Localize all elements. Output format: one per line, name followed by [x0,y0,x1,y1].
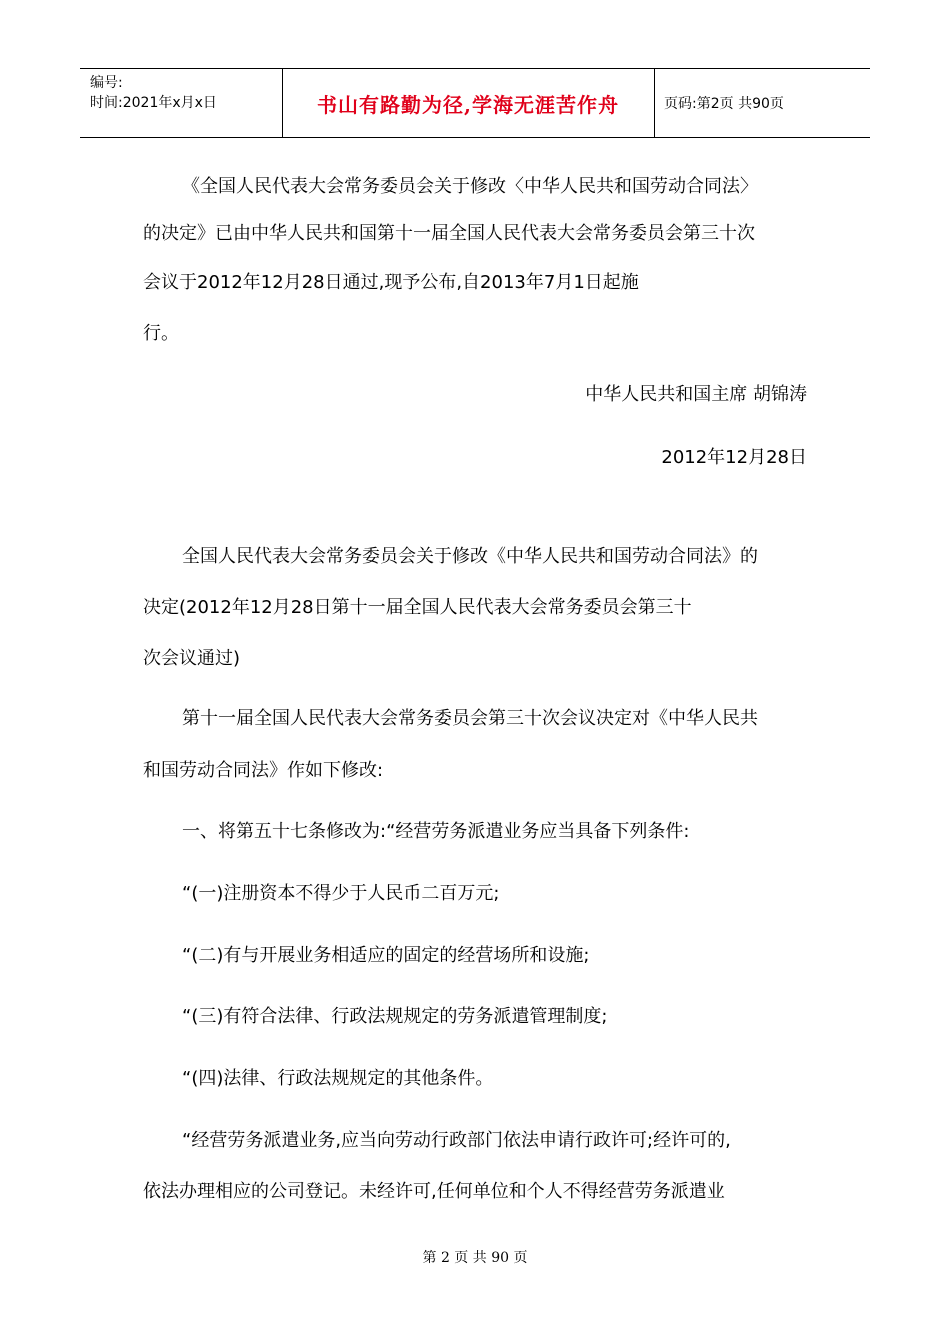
header-page-info: 页码:第2页 共90页 [664,96,784,112]
time-label: 时间:2021年x月x日 [90,95,217,111]
header-table [80,68,870,138]
para4-line: 依法办理相应的公司登记。未经许可,任何单位和个人不得经营劳务派遣业 [143,1181,725,1202]
date-line: 2012年12月28日 [661,447,807,468]
para2-line: 全国人民代表大会常务委员会关于修改《中华人民共和国劳动合同法》的 [182,546,758,567]
condition-line: “(二)有与开展业务相适应的固定的经营场所和设施; [182,945,590,966]
item1-line: 一、将第五十七条修改为:“经营劳务派遣业务应当具备下列条件: [182,821,690,842]
page-footer: 第 2 页 共 90 页 [422,1250,528,1266]
para3-line: 和国劳动合同法》作如下修改: [143,760,384,781]
para3-line: 第十一届全国人民代表大会常务委员会第三十次会议决定对《中华人民共 [182,708,758,729]
condition-line: “(三)有符合法律、行政法规规定的劳务派遣管理制度; [182,1006,608,1027]
number-label: 编号: [90,75,123,91]
para1-line: 《全国人民代表大会常务委员会关于修改〈中华人民共和国劳动合同法〉 [182,176,758,197]
header-divider [654,69,655,137]
condition-line: “(四)法律、行政法规规定的其他条件。 [182,1068,494,1089]
para2-line: 决定(2012年12月28日第十一届全国人民代表大会常务委员会第三十 [143,597,692,618]
para1-line: 行。 [143,323,179,344]
para2-line: 次会议通过) [143,648,241,669]
signature: 中华人民共和国主席 胡锦涛 [585,384,807,405]
header-motto: 书山有路勤为径,学海无涯苦作舟 [317,92,619,117]
para1-line: 会议于2012年12月28日通过,现予公布,自2013年7月1日起施 [143,272,639,293]
header-left-cell [90,73,217,113]
para4-line: “经营劳务派遣业务,应当向劳动行政部门依法申请行政许可;经许可的, [182,1130,731,1151]
para1-line: 的决定》已由中华人民共和国第十一届全国人民代表大会常务委员会第三十次 [143,223,755,244]
condition-line: “(一)注册资本不得少于人民币二百万元; [182,883,500,904]
